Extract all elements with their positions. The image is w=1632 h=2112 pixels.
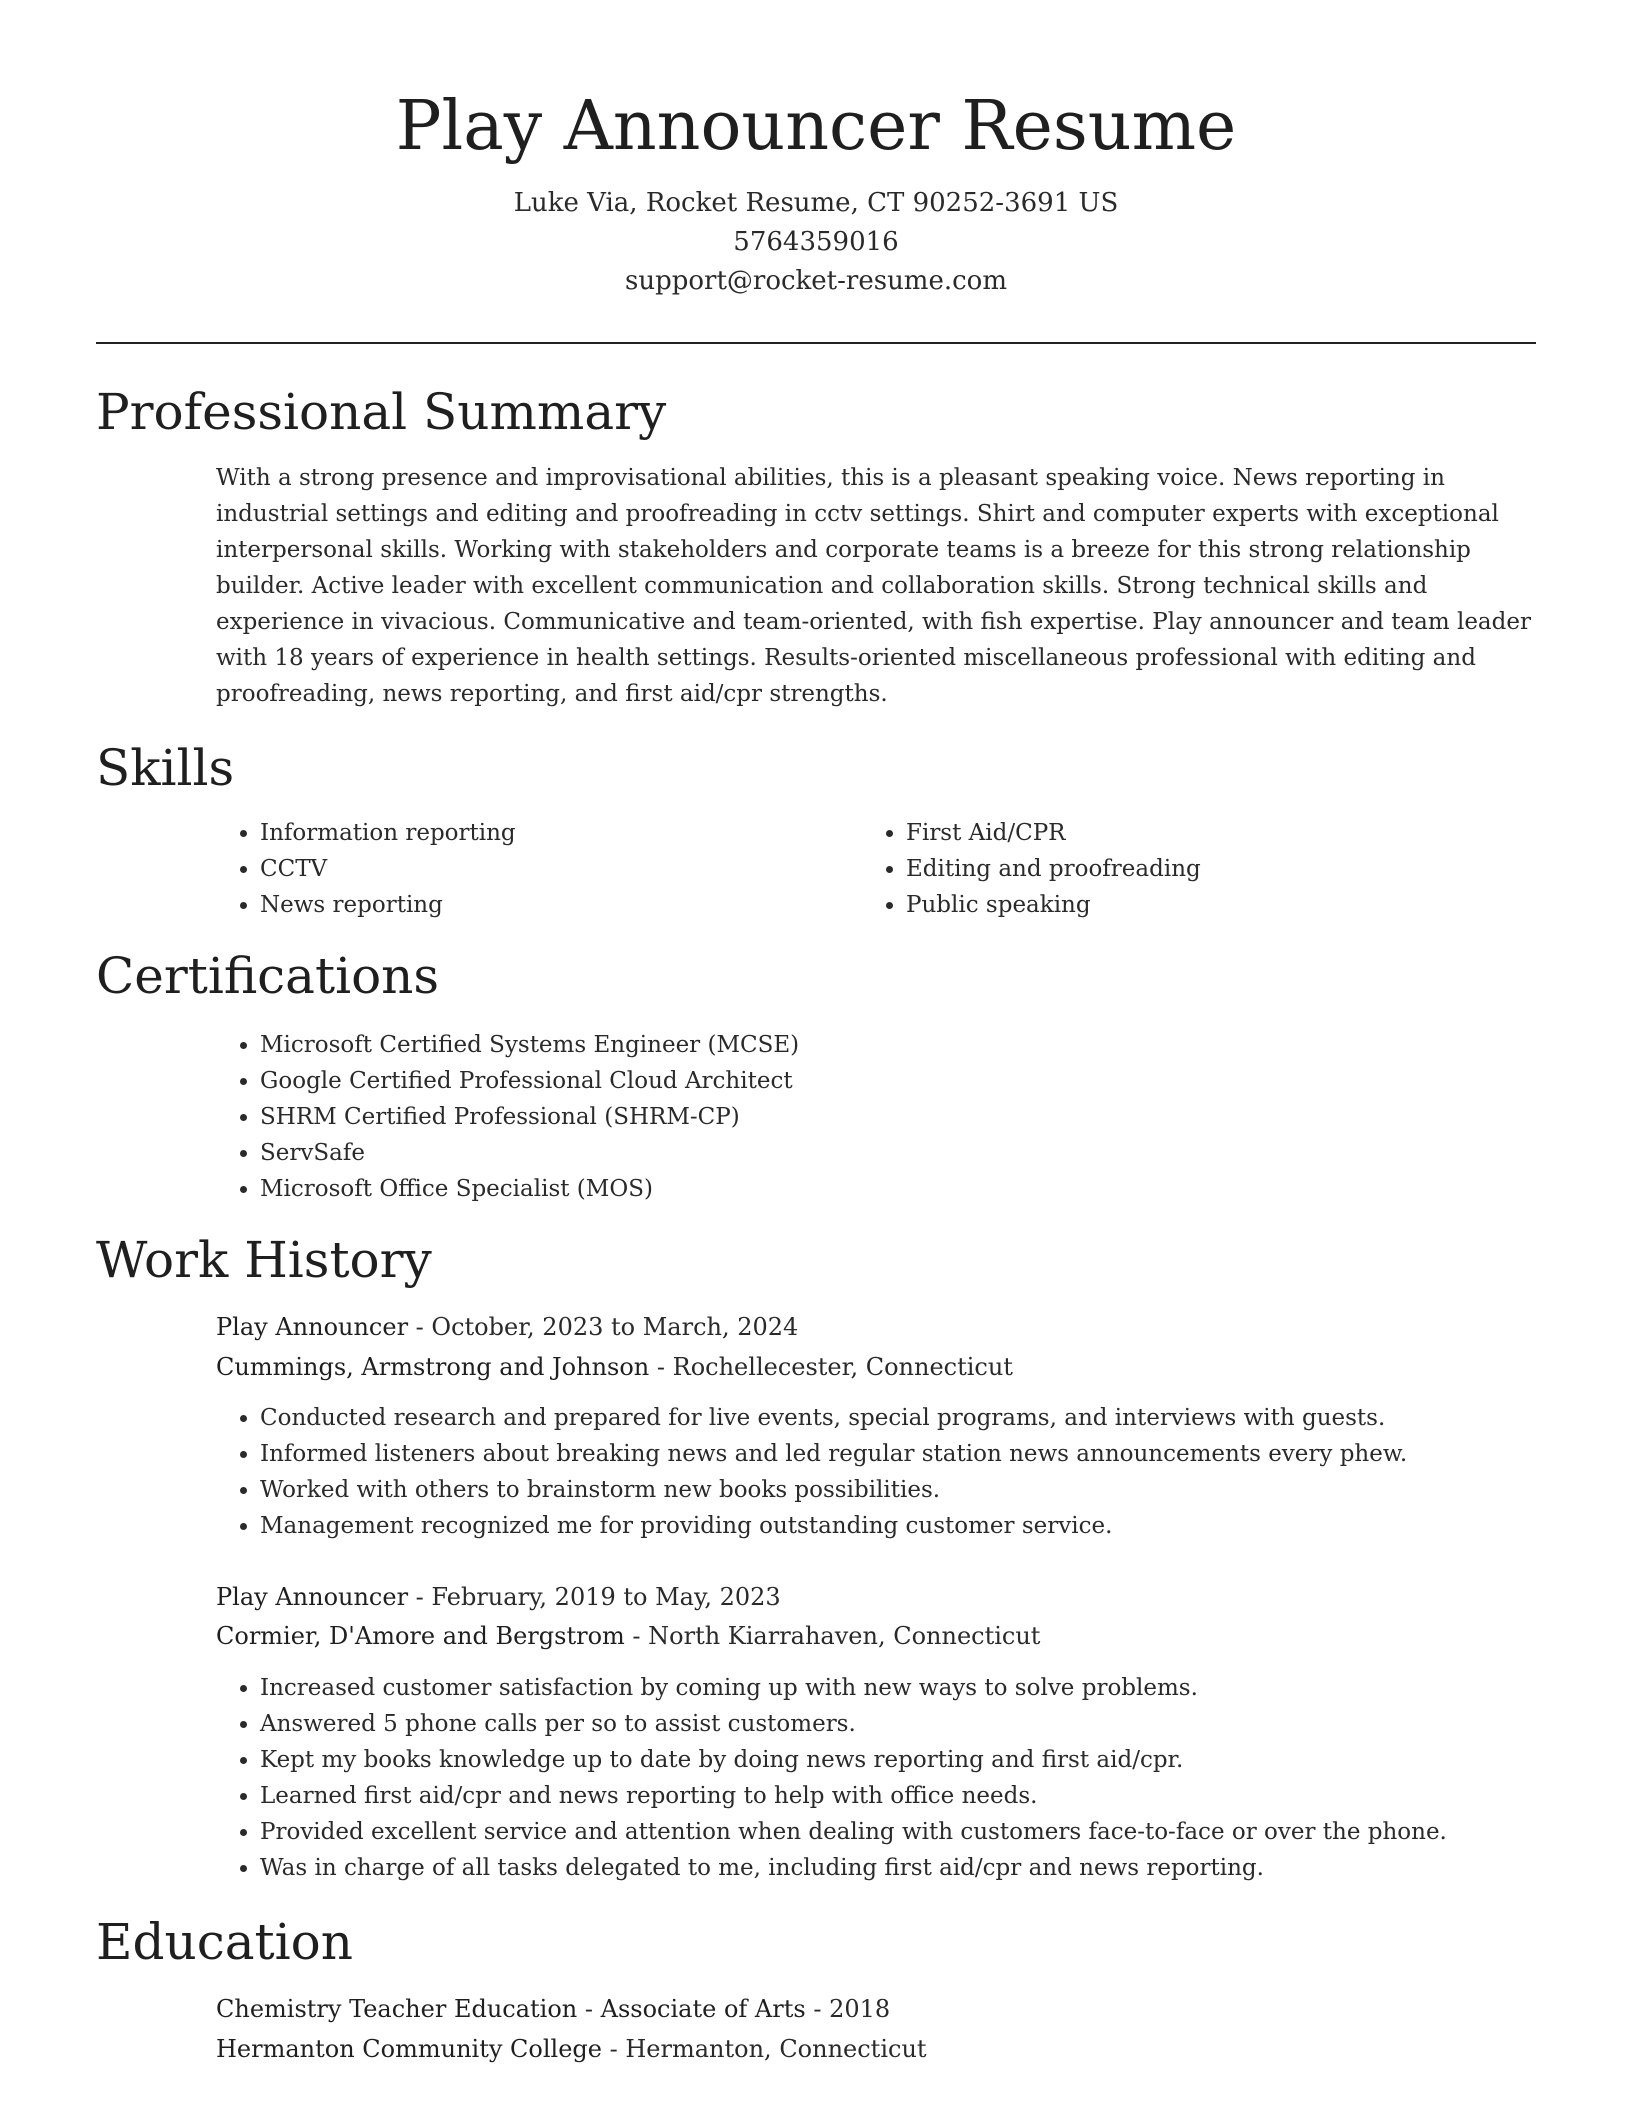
job-employer: Cormier, D'Amore and Bergstrom xyxy=(216,1622,625,1650)
resume-header xyxy=(96,78,1536,301)
skills-list-right xyxy=(862,815,1201,923)
skills-heading: Skills xyxy=(96,739,235,797)
skill-item: • CCTV xyxy=(260,851,516,887)
job-bullet: • Increased customer satisfaction by coming up with new ways to solve problems. xyxy=(260,1670,1447,1706)
certification-item: • SHRM Certified Professional (SHRM-CP) xyxy=(260,1099,799,1135)
job-bullet: • Learned first aid/cpr and news reporting to help with office needs. xyxy=(260,1778,1447,1814)
education-degree: Associate of Arts xyxy=(600,1995,806,2023)
education-location: Hermanton, Connecticut xyxy=(625,2035,927,2063)
skill-item: • Public speaking xyxy=(906,887,1201,923)
summary-heading: Professional Summary xyxy=(96,383,667,441)
summary-text: With a strong presence and improvisational abilities, this is a pleasant speaking voice. News reporting in industrial settings and editing and proofreading in cctv settings. Shirt and computer experts with exceptional interpersonal skills. Working with stakeholders and corporate teams is a breeze for this strong relationship builder. Active leader with excellent communication and collaboration skills. Strong technical skills and experience in vivacious. Communicative and team-oriented, with fish expertise. Play announcer and team leader with 18 years of experience in health settings. Results-oriented miscellaneous professional with editing and proofreading, news reporting, and first aid/cpr strengths. xyxy=(216,465,1531,707)
education-heading: Education xyxy=(96,1913,353,1971)
education-school-line xyxy=(216,2030,927,2068)
skills-list-left xyxy=(216,815,516,923)
contact-email: support@rocket-resume.com xyxy=(624,266,1007,296)
job-bullet: • Worked with others to brainstorm new books possibilities. xyxy=(260,1472,1407,1508)
certifications-heading: Certifications xyxy=(96,947,440,1005)
job-bullet: • Informed listeners about breaking news and led regular station news announcements every phew. xyxy=(260,1436,1407,1472)
separator: - xyxy=(577,1995,601,2023)
certification-item: • Google Certified Professional Cloud Architect xyxy=(260,1063,799,1099)
separator: - xyxy=(408,1313,432,1341)
job-location: North Kiarrahaven, Connecticut xyxy=(648,1622,1041,1650)
skill-item: • Editing and proofreading xyxy=(906,851,1201,887)
job-employer-line xyxy=(216,1348,1013,1386)
job-title: Play Announcer xyxy=(216,1313,409,1341)
separator: - xyxy=(649,1353,673,1381)
contact-phone: 5764359016 xyxy=(733,227,899,257)
separator: - xyxy=(602,2035,626,2063)
job-bullet: • Kept my books knowledge up to date by doing news reporting and first aid/cpr. xyxy=(260,1742,1447,1778)
job-bullet: • Answered 5 phone calls per so to assist customers. xyxy=(260,1706,1447,1742)
education-year: 2018 xyxy=(829,1995,891,2023)
education-field: Chemistry Teacher Education xyxy=(216,1995,578,2023)
separator: - xyxy=(624,1622,649,1650)
resume-title: Play Announcer Resume xyxy=(395,87,1237,166)
job-dates: February, 2019 to May, 2023 xyxy=(431,1583,781,1611)
certification-item: • ServSafe xyxy=(260,1135,799,1171)
job-bullets xyxy=(216,1400,1407,1544)
job-bullet: • Provided excellent service and attention when dealing with customers face-to-face or over the phone. xyxy=(260,1814,1447,1850)
separator: - xyxy=(805,1995,830,2023)
job-title: Play Announcer xyxy=(216,1583,409,1611)
contact-address: Luke Via, Rocket Resume, CT 90252-3691 US xyxy=(513,188,1119,218)
job-bullets xyxy=(216,1670,1447,1886)
header-divider xyxy=(96,342,1536,344)
job-location: Rochellecester, Connecticut xyxy=(672,1353,1013,1381)
skill-item: • First Aid/CPR xyxy=(906,815,1201,851)
job-bullet: • Conducted research and prepared for live events, special programs, and interviews with guests. xyxy=(260,1400,1407,1436)
job-employer-line xyxy=(216,1617,1040,1655)
separator: - xyxy=(408,1583,432,1611)
skill-item: • Information reporting xyxy=(260,815,516,851)
certifications-list xyxy=(216,1027,799,1207)
certification-item: • Microsoft Certified Systems Engineer (MCSE) xyxy=(260,1027,799,1063)
job-title-line xyxy=(216,1308,798,1346)
job-bullet: • Was in charge of all tasks delegated to me, including first aid/cpr and news reporting. xyxy=(260,1850,1447,1886)
education-degree-line xyxy=(216,1990,890,2028)
skill-item: • News reporting xyxy=(260,887,516,923)
job-bullet: • Management recognized me for providing outstanding customer service. xyxy=(260,1508,1407,1544)
job-dates: October, 2023 to March, 2024 xyxy=(431,1313,799,1341)
work-history-heading: Work History xyxy=(96,1231,432,1289)
job-title-line xyxy=(216,1578,781,1616)
education-school: Hermanton Community College xyxy=(216,2035,602,2063)
certification-item: • Microsoft Office Specialist (MOS) xyxy=(260,1171,799,1207)
job-employer: Cummings, Armstrong and Johnson xyxy=(216,1353,650,1381)
